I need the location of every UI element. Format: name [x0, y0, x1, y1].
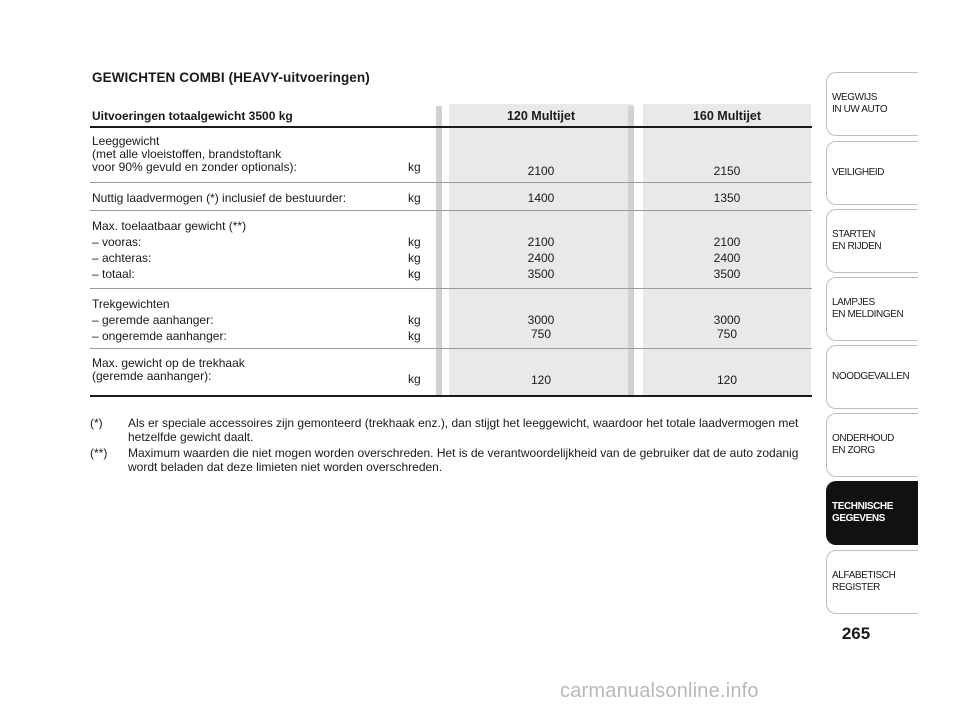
unit-label: kg — [408, 329, 421, 343]
tab-label: LAMPJES EN MELDINGEN — [832, 297, 904, 320]
weights-table — [90, 104, 812, 400]
tab-alfabetisch-register[interactable] — [826, 550, 918, 614]
tab-noodgevallen[interactable] — [826, 345, 918, 409]
value-cell: 1350 — [713, 191, 741, 205]
row-label: – achteras: — [92, 251, 152, 265]
footnote — [90, 417, 812, 444]
tab-onderhoud-en-zorg[interactable] — [826, 413, 918, 477]
row-label: – geremde aanhanger: — [92, 313, 214, 327]
row-label: Leeggewicht — [92, 134, 160, 148]
tab-starten-en-rijden[interactable] — [826, 209, 918, 273]
value-cell: 1400 — [527, 191, 555, 205]
value-cell: 2100 — [527, 164, 555, 178]
page-number: 265 — [841, 624, 871, 643]
table-bottom-rule — [90, 395, 812, 397]
value-cell: 2100 — [527, 235, 555, 249]
column-header-160-multijet: 160 Multijet — [692, 109, 762, 123]
footnote-mark: (*) — [90, 416, 103, 430]
tab-technische-gegevens[interactable] — [826, 481, 918, 545]
tab-wegwijs-in-uw-auto[interactable] — [826, 72, 918, 136]
tab-label: ALFABETISCH REGISTER — [832, 570, 896, 593]
row-label: – ongeremde aanhanger: — [92, 329, 227, 343]
row-label: (met alle vloeistoffen, brandstoftank — [92, 147, 282, 161]
page-title: GEWICHTEN COMBI (HEAVY-uitvoeringen) — [92, 70, 370, 85]
footnote-text: Maximum waarden die niet mogen worden overschreden. Het is de verantwoordelijkheid van de gebruiker dat de auto zodanig wordt beladen dat deze limieten niet worden overschreden. — [128, 446, 799, 474]
tab-label: NOODGEVALLEN — [832, 371, 910, 382]
row-label: Trekgewichten — [92, 297, 170, 311]
value-cell: 120 — [530, 373, 552, 387]
table-header-label: Uitvoeringen totaalgewicht 3500 kg — [92, 109, 293, 123]
unit-label: kg — [408, 160, 421, 174]
tab-lampjes-en-meldingen[interactable] — [826, 277, 918, 341]
watermark: carmanualsonline.info — [560, 680, 759, 702]
column-shade-120 — [449, 104, 633, 396]
tab-label: WEGWIJS IN UW AUTO — [832, 92, 888, 115]
tab-label: STARTEN EN RIJDEN — [832, 229, 882, 252]
row-divider — [90, 182, 812, 183]
footnote-text: Als er speciale accessoires zijn gemonteerd (trekhaak enz.), dan stijgt het leeggewicht, waardoor het totale laadvermogen met hetzelfde gewicht daalt. — [128, 416, 799, 444]
table-top-rule — [90, 126, 812, 128]
value-cell: 750 — [530, 327, 552, 341]
row-label: voor 90% gevuld en zonder optionals): — [92, 160, 297, 174]
row-label: (geremde aanhanger): — [92, 369, 212, 383]
row-label: Max. toelaatbaar gewicht (**) — [92, 219, 247, 233]
column-header-120-multijet: 120 Multijet — [506, 109, 576, 123]
column-separator — [436, 106, 442, 396]
row-divider — [90, 348, 812, 349]
row-divider — [90, 210, 812, 211]
value-cell: 3500 — [527, 267, 555, 281]
unit-label: kg — [408, 372, 421, 386]
unit-label: kg — [408, 235, 421, 249]
column-separator — [628, 106, 634, 396]
value-cell: 2400 — [713, 251, 741, 265]
row-label: Max. gewicht op de trekhaak — [92, 356, 245, 370]
tab-label: VEILIGHEID — [832, 167, 885, 178]
unit-label: kg — [408, 267, 421, 281]
footnote-mark: (**) — [90, 446, 108, 460]
value-cell: 2100 — [713, 235, 741, 249]
value-cell: 3000 — [713, 313, 741, 327]
value-cell: 3000 — [527, 313, 555, 327]
tab-label: TECHNISCHE GEGEVENS — [832, 501, 894, 524]
footnote — [90, 447, 812, 474]
row-label: – vooras: — [92, 235, 142, 249]
value-cell: 120 — [716, 373, 738, 387]
tab-label: ONDERHOUD EN ZORG — [832, 433, 894, 456]
value-cell: 2150 — [713, 164, 741, 178]
tab-veiligheid[interactable] — [826, 141, 918, 205]
unit-label: kg — [408, 191, 421, 205]
value-cell: 2400 — [527, 251, 555, 265]
row-divider — [90, 288, 812, 289]
row-label: Nuttig laadvermogen (*) inclusief de bestuurder: — [92, 191, 347, 205]
row-label: – totaal: — [92, 267, 135, 281]
value-cell: 750 — [716, 327, 738, 341]
column-shade-160 — [643, 104, 811, 396]
footnotes — [90, 417, 812, 477]
unit-label: kg — [408, 251, 421, 265]
unit-label: kg — [408, 313, 421, 327]
value-cell: 3500 — [713, 267, 741, 281]
